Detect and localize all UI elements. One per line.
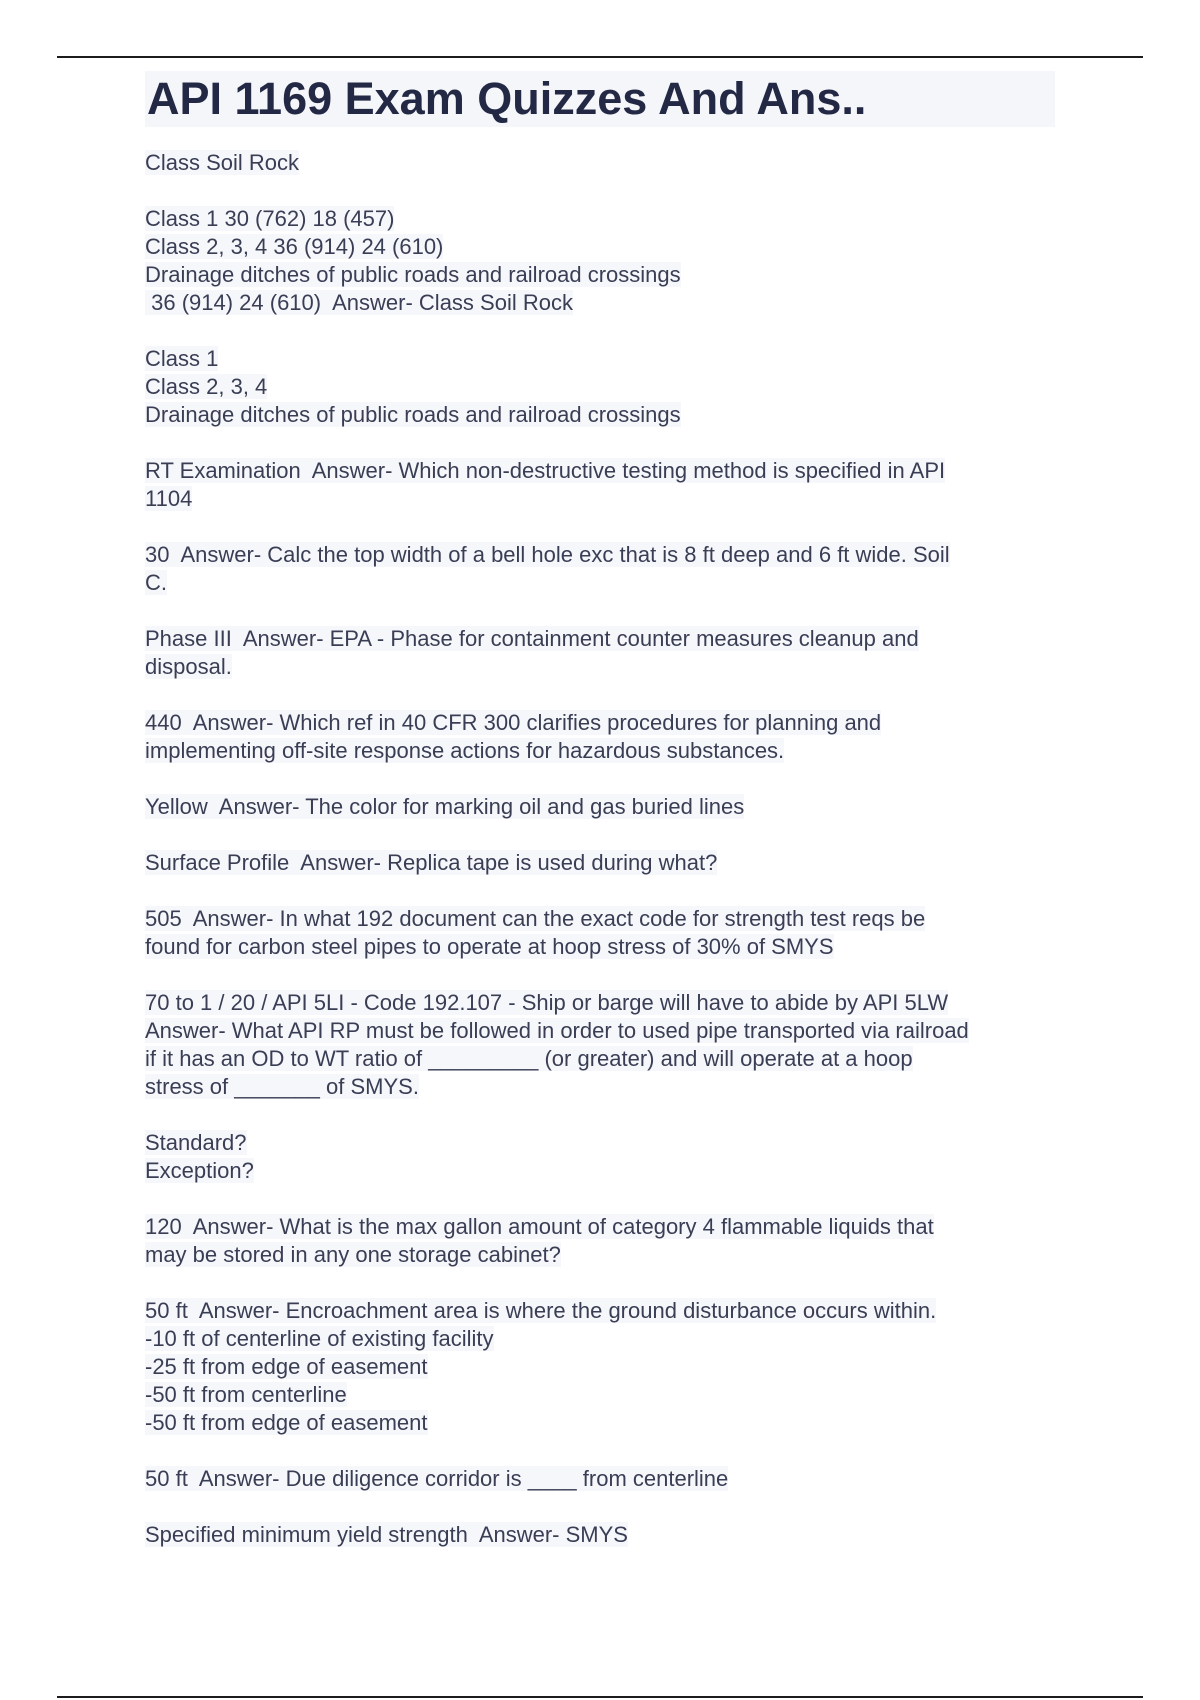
- line-wrapper: [145, 401, 1055, 429]
- text-line: Specified minimum yield strength Answer- SMYS: [145, 1522, 628, 1547]
- line-wrapper: [145, 1381, 1055, 1409]
- qa-block: [145, 1129, 1055, 1185]
- line-wrapper: [145, 205, 1055, 233]
- text-line: 30 Answer- Calc the top width of a bell hole exc that is 8 ft deep and 6 ft wide. Soil: [145, 542, 950, 567]
- line-wrapper: [145, 1465, 1055, 1493]
- line-wrapper: [145, 1297, 1055, 1325]
- line-wrapper: [145, 1157, 1055, 1185]
- line-wrapper: [145, 569, 1055, 597]
- line-wrapper: [145, 653, 1055, 681]
- line-wrapper: [145, 1325, 1055, 1353]
- document-title: API 1169 Exam Quizzes And Ans..: [145, 71, 1055, 127]
- bottom-rule: [57, 1696, 1143, 1698]
- text-line: implementing off-site response actions for hazardous substances.: [145, 738, 785, 763]
- qa-block: [145, 205, 1055, 317]
- line-wrapper: [145, 1521, 1055, 1549]
- text-line: -25 ft from edge of easement: [145, 1354, 428, 1379]
- line-wrapper: [145, 1129, 1055, 1157]
- text-line: Exception?: [145, 1158, 254, 1183]
- text-line: stress of _______ of SMYS.: [145, 1074, 419, 1099]
- top-rule: [57, 56, 1143, 58]
- text-line: Phase III Answer- EPA - Phase for containment counter measures cleanup and: [145, 626, 919, 651]
- line-wrapper: [145, 541, 1055, 569]
- line-wrapper: [145, 289, 1055, 317]
- text-line: 36 (914) 24 (610) Answer- Class Soil Rock: [145, 290, 573, 315]
- qa-block: [145, 1297, 1055, 1437]
- line-wrapper: [145, 737, 1055, 765]
- text-line: Yellow Answer- The color for marking oil and gas buried lines: [145, 794, 745, 819]
- qa-block: [145, 345, 1055, 429]
- text-line: Answer- What API RP must be followed in order to used pipe transported via railroad: [145, 1018, 969, 1043]
- line-wrapper: [145, 1353, 1055, 1381]
- line-wrapper: [145, 1017, 1055, 1045]
- line-wrapper: [145, 709, 1055, 737]
- line-wrapper: [145, 1241, 1055, 1269]
- text-line: Class Soil Rock: [145, 150, 300, 175]
- line-wrapper: [145, 989, 1055, 1017]
- text-line: found for carbon steel pipes to operate at hoop stress of 30% of SMYS: [145, 934, 834, 959]
- qa-block: [145, 1213, 1055, 1269]
- line-wrapper: [145, 149, 1055, 177]
- line-wrapper: [145, 849, 1055, 877]
- text-line: Class 2, 3, 4 36 (914) 24 (610): [145, 234, 444, 259]
- qa-block: [145, 793, 1055, 821]
- text-line: Class 1: [145, 346, 219, 371]
- text-line: RT Examination Answer- Which non-destructive testing method is specified in API: [145, 458, 946, 483]
- text-line: -50 ft from edge of easement: [145, 1410, 428, 1435]
- text-line: 50 ft Answer- Due diligence corridor is ____ from centerline: [145, 1466, 729, 1491]
- text-line: 505 Answer- In what 192 document can the exact code for strength test reqs be: [145, 906, 926, 931]
- qa-block: [145, 1521, 1055, 1549]
- line-wrapper: [145, 261, 1055, 289]
- qa-list: [145, 149, 1055, 1549]
- line-wrapper: [145, 457, 1055, 485]
- qa-block: [145, 541, 1055, 597]
- line-wrapper: [145, 485, 1055, 513]
- qa-block: [145, 905, 1055, 961]
- line-wrapper: [145, 1045, 1055, 1073]
- qa-block: [145, 849, 1055, 877]
- line-wrapper: [145, 373, 1055, 401]
- text-line: Drainage ditches of public roads and railroad crossings: [145, 262, 681, 287]
- line-wrapper: [145, 1073, 1055, 1101]
- text-line: C.: [145, 570, 167, 595]
- text-line: -50 ft from centerline: [145, 1382, 347, 1407]
- text-line: 70 to 1 / 20 / API 5LI - Code 192.107 - Ship or barge will have to abide by API 5LW: [145, 990, 949, 1015]
- text-line: 1104: [145, 486, 193, 511]
- qa-block: [145, 457, 1055, 513]
- line-wrapper: [145, 233, 1055, 261]
- text-line: Drainage ditches of public roads and railroad crossings: [145, 402, 681, 427]
- line-wrapper: [145, 1213, 1055, 1241]
- line-wrapper: [145, 793, 1055, 821]
- text-line: Surface Profile Answer- Replica tape is used during what?: [145, 850, 718, 875]
- qa-block: [145, 625, 1055, 681]
- line-wrapper: [145, 625, 1055, 653]
- text-line: -10 ft of centerline of existing facility: [145, 1326, 494, 1351]
- text-line: if it has an OD to WT ratio of _________ (or greater) and will operate at a hoop: [145, 1046, 913, 1071]
- text-line: Class 1 30 (762) 18 (457): [145, 206, 395, 231]
- line-wrapper: [145, 905, 1055, 933]
- text-line: 50 ft Answer- Encroachment area is where the ground disturbance occurs within.: [145, 1298, 937, 1323]
- text-line: disposal.: [145, 654, 232, 679]
- qa-block: [145, 709, 1055, 765]
- line-wrapper: [145, 933, 1055, 961]
- text-line: Standard?: [145, 1130, 247, 1155]
- text-line: Class 2, 3, 4: [145, 374, 268, 399]
- line-wrapper: [145, 1409, 1055, 1437]
- line-wrapper: [145, 345, 1055, 373]
- text-line: 120 Answer- What is the max gallon amount of category 4 flammable liquids that: [145, 1214, 934, 1239]
- text-line: may be stored in any one storage cabinet?: [145, 1242, 561, 1267]
- qa-block: [145, 149, 1055, 177]
- qa-block: [145, 989, 1055, 1101]
- qa-block: [145, 1465, 1055, 1493]
- document-page: [145, 71, 1055, 1577]
- text-line: 440 Answer- Which ref in 40 CFR 300 clarifies procedures for planning and: [145, 710, 882, 735]
